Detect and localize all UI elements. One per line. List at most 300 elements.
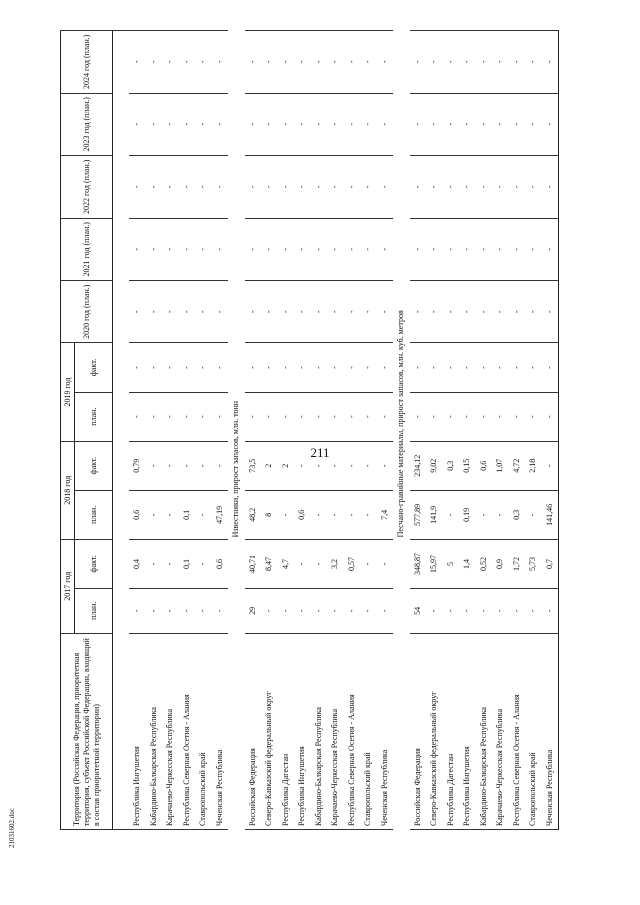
data-table: [60, 30, 559, 830]
value-cell: -: [179, 156, 196, 218]
table-row: [245, 31, 262, 830]
territory-name-cell: Республика Дагестан: [443, 633, 460, 829]
value-cell: -: [245, 218, 262, 280]
territory-name-cell: Ставропольский край: [195, 633, 212, 829]
value-cell: -: [525, 281, 542, 343]
value-cell: -: [344, 589, 361, 634]
value-cell: 577,89: [410, 490, 427, 539]
value-cell: -: [294, 281, 311, 343]
value-cell: -: [212, 31, 229, 94]
value-cell: -: [129, 392, 146, 441]
spacer-cell: [113, 31, 130, 830]
value-cell: -: [162, 539, 179, 588]
value-cell: -: [179, 441, 196, 490]
value-cell: 2,18: [525, 441, 542, 490]
territory-column-header: Территория (Российская Федерация, приоритетная территория, субъект Российской Федерации, входящий в состав приоритетной территории): [61, 633, 113, 829]
value-cell: -: [261, 218, 278, 280]
value-cell: -: [195, 392, 212, 441]
value-cell: -: [146, 539, 163, 588]
value-cell: -: [162, 156, 179, 218]
value-cell: -: [129, 218, 146, 280]
territory-name-cell: Республика Ингушетия: [294, 633, 311, 829]
value-cell: -: [476, 31, 493, 94]
value-cell: -: [459, 156, 476, 218]
value-cell: -: [195, 156, 212, 218]
territory-name-cell: Карачаево-Черкесская Республика: [492, 633, 509, 829]
value-cell: -: [377, 539, 394, 588]
value-cell: -: [195, 490, 212, 539]
value-cell: -: [311, 539, 328, 588]
value-cell: -: [311, 490, 328, 539]
value-cell: -: [245, 31, 262, 94]
value-cell: -: [327, 392, 344, 441]
territory-name-cell: Карачаево-Черкесская Республика: [327, 633, 344, 829]
territory-name-cell: Российская Федерация: [245, 633, 262, 829]
year-2018-header: 2018 год: [61, 441, 75, 539]
value-cell: -: [459, 589, 476, 634]
value-cell: 48,2: [245, 490, 262, 539]
value-cell: 0,7: [542, 539, 559, 588]
value-cell: -: [509, 343, 526, 392]
value-cell: -: [443, 281, 460, 343]
value-cell: -: [294, 539, 311, 588]
value-cell: -: [525, 589, 542, 634]
table-row: [261, 31, 278, 830]
value-cell: -: [542, 589, 559, 634]
value-cell: -: [542, 392, 559, 441]
plan-subheader: план.: [75, 490, 113, 539]
plan-subheader: план.: [75, 392, 113, 441]
value-cell: -: [542, 31, 559, 94]
value-cell: -: [492, 343, 509, 392]
value-cell: -: [459, 31, 476, 94]
value-cell: 2: [261, 441, 278, 490]
value-cell: -: [245, 392, 262, 441]
value-cell: -: [426, 589, 443, 634]
value-cell: -: [410, 156, 427, 218]
fact-subheader: факт.: [75, 539, 113, 588]
value-cell: -: [443, 589, 460, 634]
value-cell: -: [344, 392, 361, 441]
value-cell: -: [476, 392, 493, 441]
value-cell: -: [179, 31, 196, 94]
value-cell: -: [162, 441, 179, 490]
value-cell: -: [212, 156, 229, 218]
value-cell: -: [377, 343, 394, 392]
value-cell: 5: [443, 539, 460, 588]
table-row: [492, 31, 509, 830]
value-cell: -: [492, 589, 509, 634]
value-cell: -: [278, 156, 295, 218]
value-cell: -: [179, 93, 196, 155]
value-cell: -: [195, 539, 212, 588]
value-cell: -: [377, 156, 394, 218]
value-cell: -: [278, 218, 295, 280]
value-cell: -: [360, 441, 377, 490]
value-cell: -: [327, 93, 344, 155]
value-cell: -: [476, 589, 493, 634]
value-cell: -: [344, 93, 361, 155]
value-cell: -: [162, 31, 179, 94]
value-cell: 40,71: [245, 539, 262, 588]
value-cell: -: [426, 93, 443, 155]
value-cell: -: [327, 441, 344, 490]
value-cell: 1,72: [509, 539, 526, 588]
value-cell: -: [492, 490, 509, 539]
value-cell: -: [146, 392, 163, 441]
value-cell: -: [327, 156, 344, 218]
value-cell: -: [525, 156, 542, 218]
value-cell: -: [245, 156, 262, 218]
value-cell: -: [179, 281, 196, 343]
value-cell: -: [459, 343, 476, 392]
value-cell: -: [212, 281, 229, 343]
value-cell: -: [311, 31, 328, 94]
value-cell: 1,07: [492, 441, 509, 490]
value-cell: -: [476, 490, 493, 539]
value-cell: -: [278, 392, 295, 441]
value-cell: 9,02: [426, 441, 443, 490]
value-cell: -: [212, 343, 229, 392]
value-cell: -: [327, 281, 344, 343]
value-cell: -: [278, 343, 295, 392]
value-cell: -: [146, 218, 163, 280]
value-cell: 0,3: [509, 490, 526, 539]
fact-subheader: факт.: [75, 441, 113, 490]
value-cell: -: [509, 218, 526, 280]
value-cell: 3,2: [327, 539, 344, 588]
value-cell: -: [410, 93, 427, 155]
value-cell: -: [360, 156, 377, 218]
value-cell: 54: [410, 589, 427, 634]
value-cell: 4,7: [278, 539, 295, 588]
territory-name-cell: Республика Дагестан: [278, 633, 295, 829]
value-cell: -: [542, 281, 559, 343]
value-cell: -: [459, 93, 476, 155]
value-cell: -: [443, 490, 460, 539]
value-cell: -: [525, 218, 542, 280]
value-cell: -: [261, 589, 278, 634]
value-cell: -: [146, 589, 163, 634]
value-cell: -: [129, 343, 146, 392]
value-cell: -: [129, 281, 146, 343]
table-row: [344, 31, 361, 830]
value-cell: -: [146, 490, 163, 539]
value-cell: -: [476, 343, 493, 392]
value-cell: -: [542, 93, 559, 155]
value-cell: -: [360, 539, 377, 588]
year-2023-plan-header: 2023 год (план.): [61, 93, 113, 155]
value-cell: -: [146, 31, 163, 94]
value-cell: -: [327, 218, 344, 280]
territory-name-cell: Российская Федерация: [410, 633, 427, 829]
table-row: [426, 31, 443, 830]
table-row: [311, 31, 328, 830]
value-cell: -: [344, 490, 361, 539]
value-cell: -: [492, 93, 509, 155]
value-cell: -: [492, 156, 509, 218]
value-cell: -: [261, 31, 278, 94]
table-row: [129, 31, 146, 830]
value-cell: -: [162, 218, 179, 280]
value-cell: -: [509, 392, 526, 441]
value-cell: -: [294, 392, 311, 441]
value-cell: -: [542, 218, 559, 280]
table-row: [509, 31, 526, 830]
value-cell: -: [212, 218, 229, 280]
territory-name-cell: Северо-Кавказский федеральный округ: [426, 633, 443, 829]
value-cell: -: [525, 93, 542, 155]
value-cell: -: [129, 93, 146, 155]
value-cell: -: [245, 281, 262, 343]
value-cell: -: [426, 218, 443, 280]
value-cell: -: [542, 343, 559, 392]
year-2024-plan-header: 2024 год (план.): [61, 31, 113, 94]
value-cell: -: [344, 31, 361, 94]
value-cell: -: [311, 281, 328, 343]
value-cell: -: [344, 441, 361, 490]
value-cell: 0,19: [459, 490, 476, 539]
value-cell: 4,72: [509, 441, 526, 490]
table-row: [542, 31, 559, 830]
value-cell: -: [525, 31, 542, 94]
value-cell: -: [542, 441, 559, 490]
value-cell: -: [525, 392, 542, 441]
value-cell: -: [146, 343, 163, 392]
plan-subheader: план.: [75, 589, 113, 634]
value-cell: -: [278, 589, 295, 634]
value-cell: -: [294, 589, 311, 634]
value-cell: 15,97: [426, 539, 443, 588]
year-2021-plan-header: 2021 год (план.): [61, 218, 113, 280]
value-cell: -: [162, 93, 179, 155]
table-row: [212, 31, 229, 830]
value-cell: -: [476, 281, 493, 343]
value-cell: -: [426, 31, 443, 94]
value-cell: -: [360, 31, 377, 94]
value-cell: -: [294, 31, 311, 94]
value-cell: 141,46: [542, 490, 559, 539]
value-cell: 141,9: [426, 490, 443, 539]
value-cell: -: [129, 156, 146, 218]
value-cell: -: [179, 589, 196, 634]
value-cell: -: [162, 490, 179, 539]
value-cell: -: [195, 281, 212, 343]
data-table-container: [60, 30, 594, 830]
value-cell: 8,47: [261, 539, 278, 588]
table-row: [195, 31, 212, 830]
value-cell: 0,15: [459, 441, 476, 490]
table-row: [162, 31, 179, 830]
value-cell: -: [377, 589, 394, 634]
value-cell: -: [360, 93, 377, 155]
value-cell: -: [476, 156, 493, 218]
value-cell: 5,73: [525, 539, 542, 588]
value-cell: -: [426, 343, 443, 392]
value-cell: -: [195, 31, 212, 94]
value-cell: -: [410, 31, 427, 94]
value-cell: -: [146, 93, 163, 155]
territory-name-cell: Кабардино-Балкарская Республика: [476, 633, 493, 829]
value-cell: 0,6: [212, 539, 229, 588]
territory-name-cell: Республика Северная Осетия - Алания: [344, 633, 361, 829]
value-cell: -: [542, 156, 559, 218]
territory-name-cell: Ставропольский край: [525, 633, 542, 829]
value-cell: -: [360, 392, 377, 441]
value-cell: -: [509, 31, 526, 94]
value-cell: -: [278, 93, 295, 155]
year-2022-plan-header: 2022 год (план.): [61, 156, 113, 218]
territory-name-cell: Кабардино-Балкарская Республика: [146, 633, 163, 829]
value-cell: -: [245, 343, 262, 392]
value-cell: -: [459, 281, 476, 343]
value-cell: -: [278, 490, 295, 539]
value-cell: 0,1: [179, 490, 196, 539]
value-cell: -: [327, 31, 344, 94]
value-cell: -: [344, 218, 361, 280]
table-row: [179, 31, 196, 830]
value-cell: 0,4: [129, 539, 146, 588]
value-cell: 1,4: [459, 539, 476, 588]
value-cell: -: [509, 156, 526, 218]
territory-name-cell: Чеченская Республика: [212, 633, 229, 829]
value-cell: -: [426, 281, 443, 343]
value-cell: -: [129, 31, 146, 94]
section-spacer: [228, 539, 245, 829]
value-cell: -: [294, 218, 311, 280]
value-cell: -: [261, 93, 278, 155]
value-cell: 0,6: [294, 490, 311, 539]
year-2020-plan-header: 2020 год (план.): [61, 281, 113, 343]
value-cell: -: [525, 490, 542, 539]
value-cell: -: [443, 343, 460, 392]
value-cell: -: [327, 490, 344, 539]
value-cell: -: [311, 392, 328, 441]
value-cell: -: [146, 281, 163, 343]
value-cell: -: [212, 93, 229, 155]
value-cell: -: [344, 343, 361, 392]
value-cell: -: [492, 281, 509, 343]
table-row: [459, 31, 476, 830]
value-cell: 0,52: [476, 539, 493, 588]
value-cell: -: [146, 156, 163, 218]
value-cell: 234,12: [410, 441, 427, 490]
territory-name-cell: Чеченская Республика: [542, 633, 559, 829]
value-cell: -: [443, 93, 460, 155]
value-cell: -: [212, 441, 229, 490]
value-cell: -: [360, 490, 377, 539]
value-cell: -: [245, 93, 262, 155]
value-cell: -: [410, 218, 427, 280]
value-cell: -: [360, 343, 377, 392]
section-title: Известняки, прирост запасов, млн. тонн: [231, 400, 241, 538]
territory-name-cell: Республика Ингушетия: [129, 633, 146, 829]
value-cell: 0,6: [129, 490, 146, 539]
value-cell: -: [344, 281, 361, 343]
value-cell: -: [509, 93, 526, 155]
value-cell: -: [377, 218, 394, 280]
value-cell: -: [311, 589, 328, 634]
value-cell: -: [344, 156, 361, 218]
value-cell: -: [443, 31, 460, 94]
table-row: [327, 31, 344, 830]
table-row: [278, 31, 295, 830]
table-row: [377, 31, 394, 830]
value-cell: -: [426, 156, 443, 218]
value-cell: -: [212, 392, 229, 441]
value-cell: -: [476, 93, 493, 155]
value-cell: -: [294, 343, 311, 392]
fact-subheader: факт.: [75, 343, 113, 392]
territory-name-cell: Республика Северная Осетия - Алания: [509, 633, 526, 829]
value-cell: -: [162, 281, 179, 343]
value-cell: -: [195, 93, 212, 155]
value-cell: 8: [261, 490, 278, 539]
value-cell: -: [492, 218, 509, 280]
table-row: [525, 31, 542, 830]
value-cell: -: [377, 93, 394, 155]
value-cell: -: [162, 589, 179, 634]
value-cell: -: [179, 218, 196, 280]
value-cell: -: [492, 392, 509, 441]
value-cell: 73,5: [245, 441, 262, 490]
table-row: [146, 31, 163, 830]
value-cell: -: [195, 589, 212, 634]
value-cell: -: [195, 343, 212, 392]
page-number: 211: [310, 445, 330, 460]
section-limestone-row: [228, 31, 245, 830]
value-cell: -: [377, 31, 394, 94]
value-cell: -: [525, 343, 542, 392]
value-cell: -: [459, 218, 476, 280]
territory-name-cell: Республика Северная Осетия - Алания: [179, 633, 196, 829]
value-cell: -: [261, 281, 278, 343]
value-cell: -: [294, 93, 311, 155]
value-cell: -: [377, 441, 394, 490]
value-cell: -: [492, 31, 509, 94]
value-cell: -: [443, 218, 460, 280]
table-row: [294, 31, 311, 830]
value-cell: 0,9: [492, 539, 509, 588]
value-cell: -: [459, 392, 476, 441]
year-2019-header: 2019 год: [61, 343, 75, 441]
value-cell: -: [294, 156, 311, 218]
value-cell: -: [179, 392, 196, 441]
section-sand-gravel-row: [393, 31, 410, 830]
value-cell: 0,1: [179, 539, 196, 588]
value-cell: -: [509, 589, 526, 634]
value-cell: 0,6: [476, 441, 493, 490]
table-row: [476, 31, 493, 830]
value-cell: -: [195, 218, 212, 280]
table-row: [410, 31, 427, 830]
value-cell: 47,19: [212, 490, 229, 539]
value-cell: -: [410, 343, 427, 392]
value-cell: 0,57: [344, 539, 361, 588]
table-row: [360, 31, 377, 830]
value-cell: -: [360, 281, 377, 343]
value-cell: -: [410, 392, 427, 441]
value-cell: -: [294, 441, 311, 490]
value-cell: -: [162, 392, 179, 441]
value-cell: -: [146, 441, 163, 490]
value-cell: -: [360, 218, 377, 280]
value-cell: -: [278, 31, 295, 94]
table-row: [443, 31, 460, 830]
value-cell: -: [377, 392, 394, 441]
territory-name-cell: Кабардино-Балкарская Республика: [311, 633, 328, 829]
value-cell: -: [261, 156, 278, 218]
